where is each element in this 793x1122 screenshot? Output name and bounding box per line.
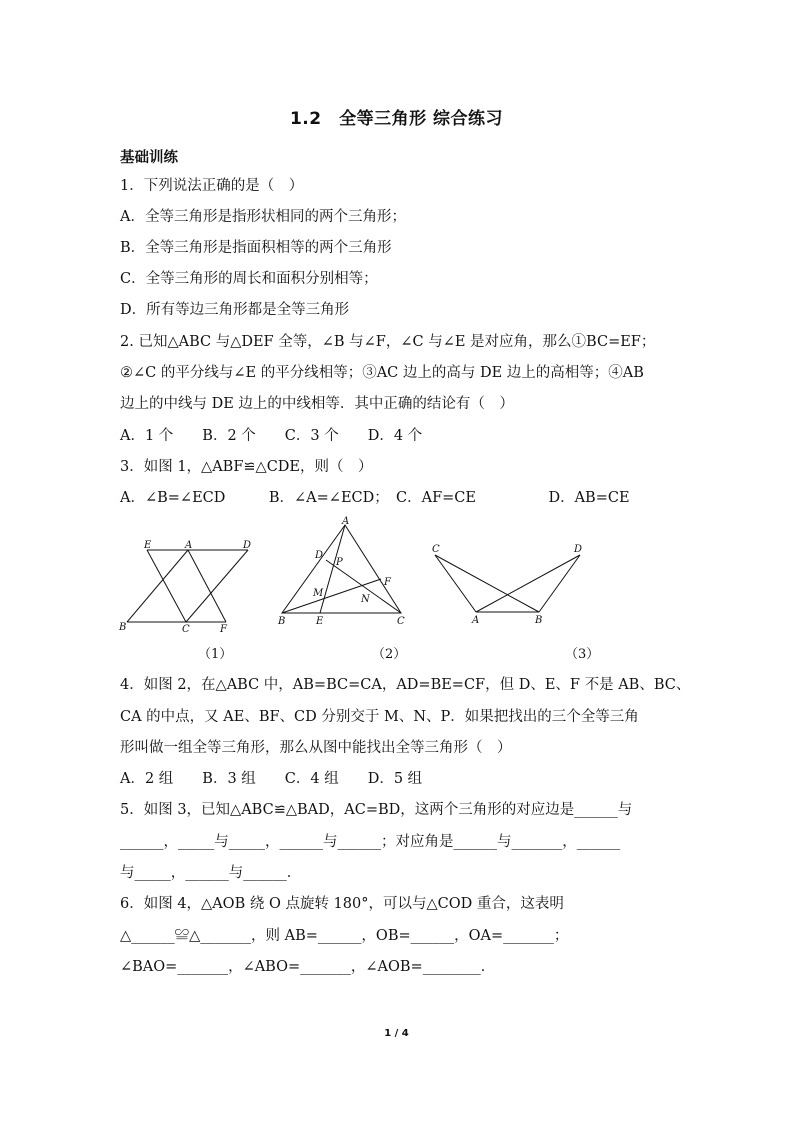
question-1-option-b: B．全等三角形是指面积相等的两个三角形: [120, 240, 392, 256]
question-1-option-d: D．所有等边三角形都是全等三角形: [120, 302, 350, 318]
question-1-option-c: C．全等三角形的周长和面积分别相等；: [120, 271, 378, 287]
fig1-label-a: A: [185, 540, 193, 551]
fig2-label-e: E: [316, 616, 324, 627]
section-heading: 基础训练: [120, 150, 178, 166]
question-1-stem: 1．下列说法正确的是（ ）: [120, 178, 304, 194]
figure-2-caption: （2）: [372, 647, 407, 662]
question-4-line-2: CA 的中点，又 AE、BF、CD 分别交于 M、N、P．如果把找出的三个全等三角: [120, 709, 639, 725]
fig1-label-c: C: [182, 624, 190, 635]
page-number: 1 / 4: [384, 1028, 409, 1039]
question-2-options: A．1 个 B．2 个 C．3 个 D．4 个: [120, 428, 423, 444]
fig2-label-f: F: [384, 577, 391, 588]
fig2-label-b: B: [278, 616, 286, 627]
fig1-label-d: D: [243, 540, 252, 551]
fig3-label-d: D: [574, 544, 583, 555]
fig3-label-c: C: [432, 544, 440, 555]
fig1-label-f: F: [220, 624, 227, 635]
fig3-label-b: B: [535, 615, 543, 626]
question-6-line-1: 6．如图 4，△AOB 绕 O 点旋转 180°，可以与△COD 重合，这表明: [120, 896, 564, 912]
question-4-options: A．2 组 B．3 组 C．4 组 D．5 组: [120, 771, 423, 787]
fig2-label-n: N: [361, 594, 370, 605]
fig1-label-e: E: [144, 540, 152, 551]
fig1-label-b: B: [119, 622, 127, 633]
fig2-label-c: C: [397, 616, 405, 627]
question-1-option-a: A．全等三角形是指形状相同的两个三角形；: [120, 209, 406, 225]
question-3-options: A．∠B=∠ECD B．∠A=∠ECD； C．AF=CE D．AB=CE: [120, 490, 630, 506]
fig2-label-m: M: [313, 588, 324, 599]
question-5-line-2: ______，_____与_____，______与______；对应角是______与_______，______: [120, 834, 621, 850]
question-2-line-3: 边上的中线与 DE 边上的中线相等．其中正确的结论有（ ）: [120, 396, 514, 412]
question-5-line-1: 5．如图 3，已知△ABC≌△BAD，AC=BD，这两个三角形的对应边是______与: [120, 802, 633, 818]
question-5-line-3: 与_____，______与______．: [120, 865, 302, 881]
fig2-label-p: P: [336, 557, 343, 568]
question-4-line-3: 形叫做一组全等三角形，那么从图中能找出全等三角形（ ）: [120, 740, 512, 756]
figure-1: [115, 535, 265, 639]
fig3-label-a: A: [472, 615, 480, 626]
question-4-line-1: 4．如图 2，在△ABC 中，AB=BC=CA，AD=BE=CF，但 D、E、F 不是 AB、BC、: [120, 677, 691, 693]
figure-3: [422, 535, 597, 634]
figure-3-caption: （3）: [565, 647, 600, 662]
question-2-line-2: ②∠C 的平分线与∠E 的平分线相等；③AC 边上的高与 DE 边上的高相等；④AB: [120, 365, 644, 381]
figure-1-caption: （1）: [198, 647, 233, 662]
fig2-label-a: A: [342, 516, 350, 527]
page-title: 1.2 全等三角形 综合练习: [289, 109, 504, 129]
question-6-line-3: ∠BAO=_______，∠ABO=_______，∠AOB=________．: [120, 959, 496, 975]
question-2-line-1: 2. 已知△ABC 与△DEF 全等，∠B 与∠F，∠C 与∠E 是对应角，那么①BC=EF；: [120, 334, 656, 350]
question-3-stem: 3．如图 1，△ABF≌△CDE，则（ ）: [120, 459, 373, 475]
fig2-label-d: D: [315, 550, 324, 561]
figure-2: [270, 515, 415, 634]
question-6-line-2: △______≌△_______，则 AB=______，OB=______，OA=_______；: [120, 928, 569, 944]
